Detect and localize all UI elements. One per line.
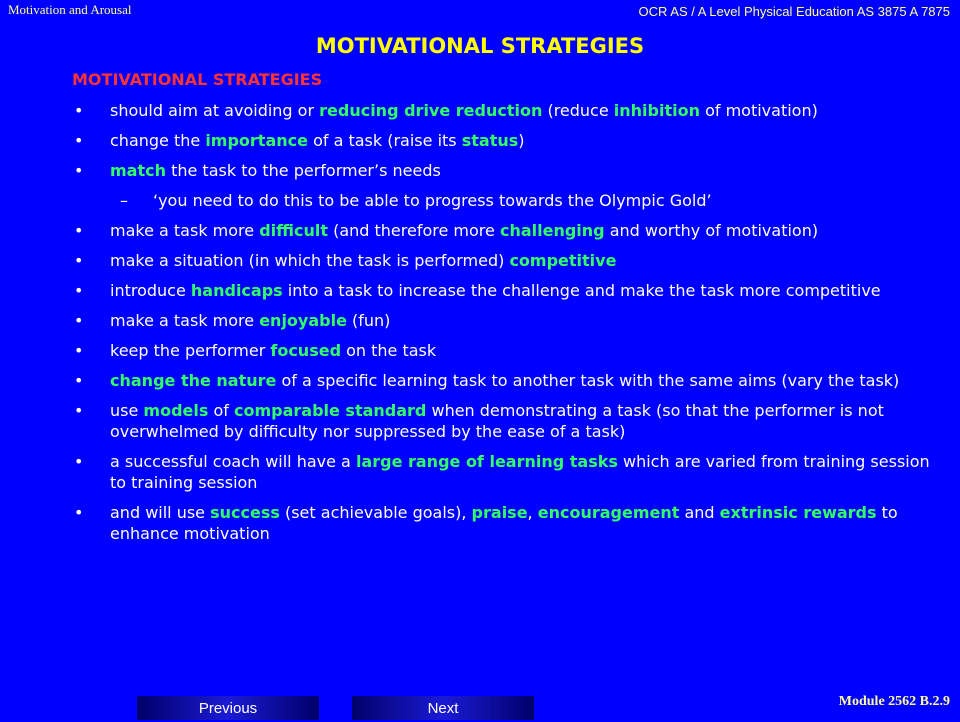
list-item	[72, 160, 942, 181]
list-item-text: ‘you need to do this to be able to progress towards the Olympic Gold’	[153, 191, 712, 210]
list-item-text: keep the performer focused on the task	[110, 341, 437, 360]
list-item	[72, 340, 942, 361]
bullet-icon: •	[74, 503, 84, 522]
list-item-text: should aim at avoiding or reducing drive reduction (reduce inhibition of motivation)	[110, 101, 818, 120]
list-item	[72, 250, 942, 271]
list-item	[72, 220, 942, 241]
list-item	[72, 400, 942, 442]
bullet-icon: •	[74, 452, 84, 471]
bullet-icon: •	[74, 161, 84, 180]
list-item	[72, 100, 942, 121]
list-item-text: use models of comparable standard when demonstrating a task (so that the performer is not overwhelmed by difficulty nor suppressed by the ease of a task)	[110, 401, 884, 441]
bullet-icon: •	[74, 371, 84, 390]
course-label: OCR AS / A Level Physical Education AS 3875 A 7875	[638, 4, 950, 19]
list-item-text: a successful coach will have a large range of learning tasks which are varied from training session to training session	[110, 452, 930, 492]
list-item	[72, 130, 942, 151]
bullet-icon: •	[74, 401, 84, 420]
bullet-icon: •	[74, 221, 84, 240]
list-sub-item	[72, 190, 942, 211]
list-item	[72, 370, 942, 391]
list-item	[72, 451, 942, 493]
strategy-list	[72, 100, 942, 553]
next-button[interactable]: Next	[352, 696, 534, 720]
dash-icon: –	[120, 191, 128, 210]
bullet-icon: •	[74, 281, 84, 300]
previous-button[interactable]: Previous	[137, 696, 319, 720]
list-item	[72, 502, 942, 544]
list-item-text: make a situation (in which the task is performed) competitive	[110, 251, 617, 270]
section-heading: MOTIVATIONAL STRATEGIES	[72, 70, 323, 89]
list-item-text: introduce handicaps into a task to increase the challenge and make the task more competitive	[110, 281, 881, 300]
list-item-text: change the nature of a specific learning task to another task with the same aims (vary the task)	[110, 371, 900, 390]
bullet-icon: •	[74, 251, 84, 270]
topic-label: Motivation and Arousal	[8, 2, 132, 17]
list-item	[72, 280, 942, 301]
bullet-icon: •	[74, 311, 84, 330]
list-item-text: change the importance of a task (raise its status)	[110, 131, 525, 150]
list-item	[72, 310, 942, 331]
list-item-text: and will use success (set achievable goals), praise, encouragement and extrinsic rewards to enhance motivation	[110, 503, 898, 543]
list-item-text: match the task to the performer’s needs	[110, 161, 441, 180]
list-item-text: make a task more enjoyable (fun)	[110, 311, 391, 330]
page-title: MOTIVATIONAL STRATEGIES	[315, 34, 645, 58]
bullet-icon: •	[74, 101, 84, 120]
bullet-icon: •	[74, 341, 84, 360]
list-item-text: make a task more difficult (and therefore more challenging and worthy of motivation)	[110, 221, 819, 240]
module-label: Module 2562 B.2.9	[838, 694, 950, 709]
bullet-icon: •	[74, 131, 84, 150]
